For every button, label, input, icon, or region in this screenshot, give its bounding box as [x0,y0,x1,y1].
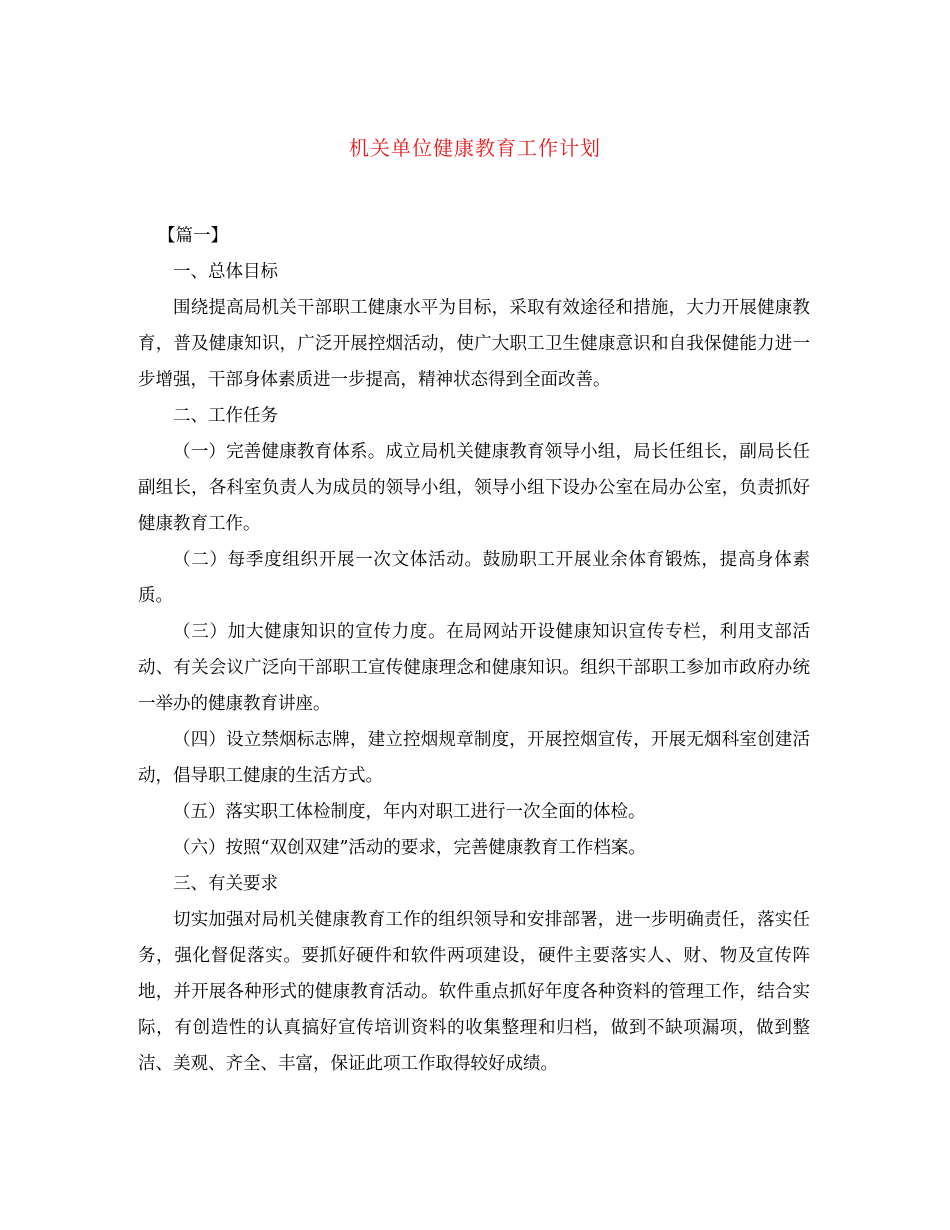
task-item-1: （一）完善健康教育体系。成立局机关健康教育领导小组，局长任组长，副局长任副组长，各科室负责人为成员的领导小组，领导小组下设办公室在局办公室，负责抓好健康教育工作。 [138,442,810,534]
paragraph-overall-goal: 围绕提高局机关干部职工健康水平为目标，采取有效途径和措施，大力开展健康教育，普及健康知识，广泛开展控烟活动，使广大职工卫生健康意识和自我保健能力进一步增强，干部身体素质进一步提高，精神状态得到全面改善。 [138,298,810,390]
task-item-6: （六）按照“双创双建”活动的要求，完善健康教育工作档案。 [173,838,646,858]
task-item-4: （四）设立禁烟标志牌，建立控烟规章制度，开展控烟宣传，开展无烟科室创建活动，倡导职工健康的生活方式。 [138,730,810,786]
task-item-2: （二）每季度组织开展一次文体活动。鼓励职工开展业余体育锻炼，提高身体素质。 [138,550,810,606]
heading-overall-goal: 一、总体目标 [173,262,278,282]
heading-work-tasks: 二、工作任务 [173,406,278,426]
paragraph-requirements: 切实加强对局机关健康教育工作的组织领导和安排部署，进一步明确责任，落实任务，强化督促落实。要抓好硬件和软件两项建设，硬件主要落实人、财、物及宣传阵地，并开展各种形式的健康教育活动。软件重点抓好年度各种资料的管理工作，结合实际，有创造性的认真搞好宣传培训资料的收集整理和归档，做到不缺项漏项，做到整洁、美观、齐全、丰富，保证此项工作取得较好成绩。 [138,910,810,1074]
section-marker: 【篇一】 [158,226,228,246]
document-body [138,218,810,1082]
document-title: 机关单位健康教育工作计划 [349,136,601,160]
task-item-3: （三）加大健康知识的宣传力度。在局网站开设健康知识宣传专栏，利用支部活动、有关会议广泛向干部职工宣传健康理念和健康知识。组织干部职工参加市政府办统一举办的健康教育讲座。 [138,622,810,714]
task-item-5: （五）落实职工体检制度，年内对职工进行一次全面的体检。 [173,802,646,822]
heading-requirements: 三、有关要求 [173,874,278,894]
